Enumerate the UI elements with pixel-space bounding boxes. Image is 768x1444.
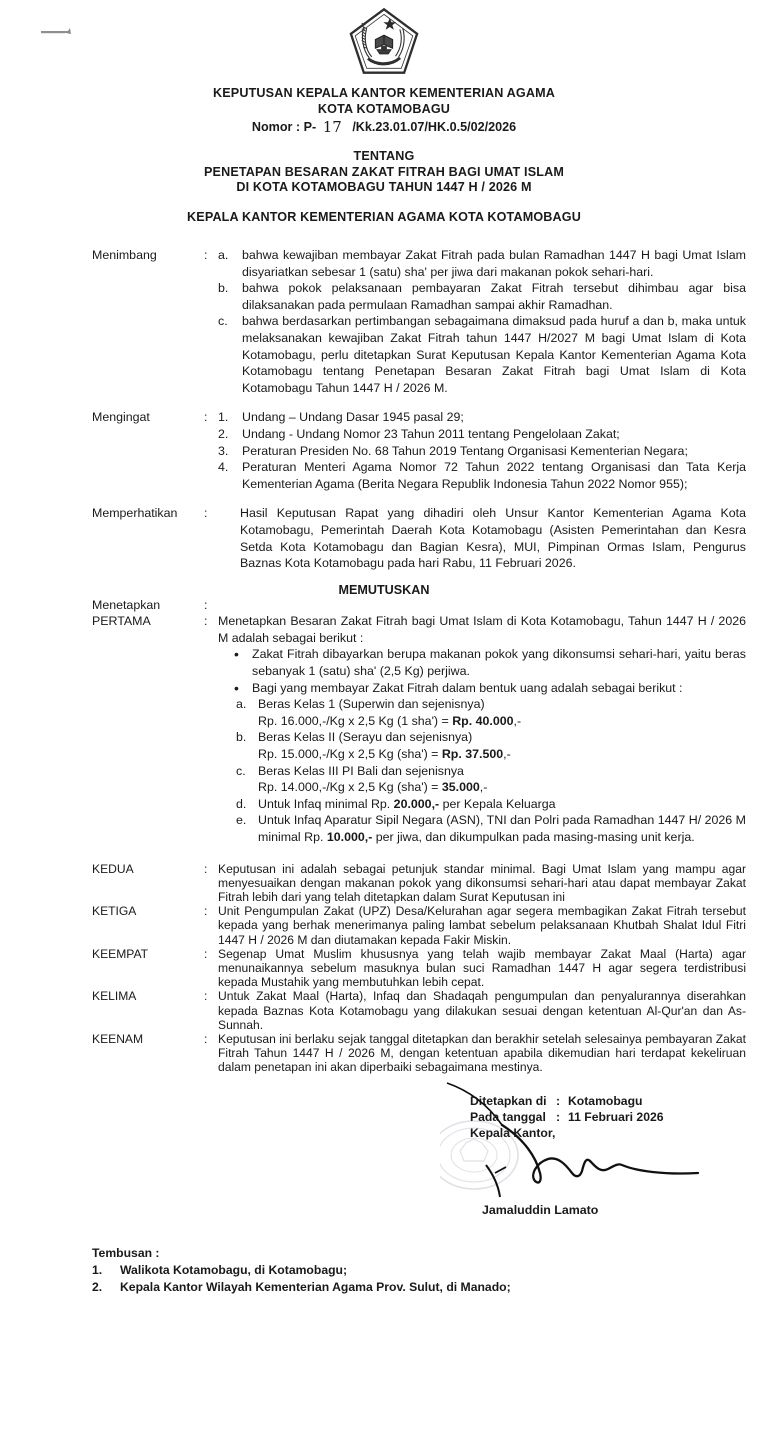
clause-label-menetapkan: Menetapkan xyxy=(92,597,161,612)
bullet-icon: • xyxy=(234,679,239,696)
clause-label-memperhatikan: Memperhatikan xyxy=(92,506,178,521)
item-marker: a. xyxy=(218,248,229,262)
pertama-intro: Menetapkan Besaran Zakat Fitrah bagi Umat Islam di Kota Kotamobagu, Tahun 1447 H / 2026 M adalah sebagai berikut : xyxy=(218,614,746,645)
item-marker: 1. xyxy=(92,1263,103,1278)
item-text: Undang - Undang Nomor 23 Tahun 2011 tentang Pengelolaan Zakat; xyxy=(242,426,620,441)
item-marker: 4. xyxy=(218,460,229,475)
clause-label-ketiga: KETIGA xyxy=(92,904,137,919)
rate-amount: 10.000,- xyxy=(326,830,373,844)
item-marker: d. xyxy=(236,796,247,811)
subject-line-2: DI KOTA KOTAMOBAGU TAHUN 1447 H / 2026 M xyxy=(236,180,532,194)
list-item xyxy=(218,313,746,396)
place-value: Kotamobagu xyxy=(568,1093,643,1108)
header-line-2: KOTA KOTAMOBAGU xyxy=(317,101,451,116)
rate-calc-prefix: Rp. 16.000,-/Kg x 2,5 Kg (1 sha') = xyxy=(258,713,453,728)
clause-label-kedua: KEDUA xyxy=(92,861,134,876)
item-marker: 1. xyxy=(218,410,229,425)
item-text: Zakat Fitrah dibayarkan berupa makanan pokok yang dikonsumsi sehari-hari, yaitu beras sebanyak 1 (satu) sha' (2,5 Kg) perjiwa. xyxy=(252,647,746,679)
clause-colon: : xyxy=(204,410,208,425)
clause-text-keenam: Keputusan ini berlaku sejak tanggal ditetapkan dan berakhir setelah selesainya pembayaran Zakat Fitrah Tahun 1447 H / 2026 M, dengan ketentuan apabila dikemudian hari terdapat kekeliruan dalam penetapan ini akan diperbaiki sebagaimana mestinya. xyxy=(218,1032,746,1075)
item-text: Peraturan Presiden No. 68 Tahun 2019 Tentang Organisasi Kementerian Negara; xyxy=(242,443,688,458)
date-label: Pada tanggal xyxy=(470,1109,546,1124)
signature-place-row xyxy=(470,1093,768,1109)
clause-colon: : xyxy=(556,1109,561,1124)
list-item xyxy=(92,1279,768,1296)
rate-calc-prefix: Rp. 15.000,-/Kg x 2,5 Kg (sha') = xyxy=(258,747,442,762)
item-marker: b. xyxy=(236,730,247,745)
clause-kelima xyxy=(0,989,768,1032)
tembusan-block xyxy=(0,1245,768,1296)
clause-colon: : xyxy=(204,989,208,1004)
mengingat-list xyxy=(218,409,746,492)
clause-colon: : xyxy=(204,861,208,876)
tentang-label: TENTANG xyxy=(353,149,415,163)
clause-pertama xyxy=(0,613,768,845)
clause-ketiga xyxy=(0,904,768,947)
pertama-bullets xyxy=(234,646,746,696)
item-marker: e. xyxy=(236,813,247,828)
list-item xyxy=(218,443,746,460)
rate-calc-suffix: ,- xyxy=(503,747,511,762)
signature-block xyxy=(0,1093,768,1217)
clause-label-mengingat: Mengingat xyxy=(92,410,150,425)
item-marker: a. xyxy=(236,697,247,712)
bullet-icon: • xyxy=(234,646,239,663)
rate-title: Beras Kelas III PI Bali dan sejenisnya xyxy=(258,763,464,778)
item-text: Walikota Kotamobagu, di Kotamobagu; xyxy=(120,1263,348,1278)
clause-label-keenam: KEENAM xyxy=(92,1032,144,1047)
clause-text-kelima: Untuk Zakat Maal (Harta), Infaq dan Shadaqah pengumpulan dan penyalurannya diserahkan kepada Baznas Kota Kotamobagu yang dilakukan sesuai dengan ketentuan Al-Qur'an dan As-Sunnah. xyxy=(218,989,746,1032)
memperhatikan-text: Hasil Keputusan Rapat yang dihadiri oleh Unsur Kantor Kementerian Agama Kota Kotamobagu, Pemerintah Daerah Kota Kotamobagu (Asisten Pemerintahan dan Kesra Setda Kota Kotamobagu dan Bagian Kesra), MUI, Pimpinan Ormas Islam, Pengurus Baznas Kota Kotamobagu pada hari Rabu, 11 Februari 2026. xyxy=(240,506,746,571)
clause-keenam xyxy=(0,1032,768,1075)
rate-amount: 20.000,- xyxy=(393,796,440,811)
rate-amount: Rp. 37.500 xyxy=(441,747,504,762)
clause-colon: : xyxy=(204,248,208,262)
item-marker: b. xyxy=(218,281,229,296)
clause-colon: : xyxy=(204,614,208,629)
clause-colon: : xyxy=(204,946,208,961)
clause-label-menimbang: Menimbang xyxy=(92,248,157,262)
clause-colon: : xyxy=(204,506,208,521)
item-text: bahwa berdasarkan pertimbangan sebagaimana dimaksud pada huruf a dan b, maka untuk melaksanakan kewajiban Zakat Fitrah tahun 1447 H/2027 M bagi Umat Islam di Kota Kotamobagu, perlu ditetapkan Surat Keputusan Kepala Kantor Kementerian Agama Kota Kotamobagu tentang Penetapan Besaran Zakat Fitrah bagi Umat Islam di Kota Kotamobagu Tahun 1447 H / 2026 M. xyxy=(242,314,746,395)
item-text: Undang – Undang Dasar 1945 pasal 29; xyxy=(242,410,464,425)
rate-calc-suffix: per Kepala Keluarga xyxy=(439,796,556,811)
list-item xyxy=(92,1262,768,1279)
signatory-title: Kepala Kantor, xyxy=(470,1125,556,1140)
signatory-name: Jamaluddin Lamato xyxy=(482,1202,599,1217)
kemenag-pentagon-logo-icon xyxy=(348,6,420,76)
rate-calc-prefix: Untuk Infaq Aparatur Sipil Negara (ASN), TNI dan Polri pada Ramadhan 1447 H/ 2026 M minimal Rp. xyxy=(258,813,746,844)
clause-memperhatikan xyxy=(0,505,768,571)
signature-date-row xyxy=(470,1109,768,1125)
rate-amount: 35.000 xyxy=(441,780,480,795)
item-marker: 2. xyxy=(218,426,229,441)
clause-mengingat xyxy=(0,409,768,492)
clause-label-kelima: KELIMA xyxy=(92,989,137,1004)
list-item xyxy=(218,247,746,280)
rate-item xyxy=(236,812,746,845)
list-item xyxy=(234,646,746,679)
subject-line-1: PENETAPAN BESARAN ZAKAT FITRAH BAGI UMAT ISLAM xyxy=(204,164,564,179)
document-header xyxy=(0,86,768,225)
place-label: Ditetapkan di xyxy=(470,1093,547,1108)
tentang-block xyxy=(0,149,768,196)
item-text: Peraturan Menteri Agama Nomor 72 Tahun 2022 tentang Organisasi dan Tata Kerja Kementerian Agama (Berita Negara Republik Indonesia Tahun 2022 Nomor 955); xyxy=(242,460,746,491)
rate-calc-prefix: Untuk Infaq minimal Rp. xyxy=(258,796,394,811)
tembusan-title: Tembusan : xyxy=(92,1245,160,1260)
rate-item xyxy=(236,796,746,813)
clause-text-keempat: Segenap Umat Muslim khususnya yang telah wajib membayar Zakat Maal (Harta) agar menunaikannya sebelum masuknya bulan suci Ramadhan 1447 H agar segera terdistribusi kepada Mustahik yang membutuhkan lebih cepat. xyxy=(218,946,746,990)
clause-kedua xyxy=(0,862,768,905)
issuing-authority: KEPALA KANTOR KEMENTERIAN AGAMA KOTA KOTAMOBAGU xyxy=(187,209,581,224)
clause-colon: : xyxy=(556,1093,561,1108)
zakat-rate-list xyxy=(236,696,746,845)
rate-amount: Rp. 40.000 xyxy=(452,713,514,728)
logo-block xyxy=(0,0,768,76)
clause-label-keempat: KEEMPAT xyxy=(92,946,148,961)
list-item xyxy=(218,459,746,492)
menimbang-list xyxy=(218,247,746,396)
list-item xyxy=(234,680,746,697)
item-text: Kepala Kantor Wilayah Kementerian Agama Prov. Sulut, di Manado; xyxy=(120,1279,511,1294)
header-line-1: KEPUTUSAN KEPALA KANTOR KEMENTERIAN AGAMA xyxy=(213,86,555,100)
item-marker: 3. xyxy=(218,443,229,458)
list-item xyxy=(218,280,746,313)
rate-title: Beras Kelas II (Serayu dan sejenisnya) xyxy=(258,730,473,745)
rate-item xyxy=(236,729,746,762)
nomor-prefix: Nomor : P- xyxy=(251,120,317,134)
rate-title: Beras Kelas 1 (Superwin dan sejenisnya) xyxy=(258,697,485,712)
item-text: bahwa kewajiban membayar Zakat Fitrah pada bulan Ramadhan 1447 H bagi Umat Islam disyariatkan sebesar 1 (satu) sha' per jiwa dari makanan pokok sehari-hari. xyxy=(242,248,746,279)
clause-menetapkan xyxy=(0,597,768,614)
nomor-handwritten-value: 17 xyxy=(322,118,342,136)
item-text: bahwa pokok pelaksanaan pembayaran Zakat Fitrah tersebut dihimbau agar bisa dilaksanakan pada permulaan Ramadhan sampai akhir Ramadhan. xyxy=(242,281,746,312)
tembusan-list xyxy=(92,1262,768,1295)
rate-calc-prefix: Rp. 14.000,-/Kg x 2,5 Kg (sha') = xyxy=(258,780,442,795)
item-marker: 2. xyxy=(92,1279,103,1294)
item-marker: c. xyxy=(218,314,228,329)
rate-item xyxy=(236,696,746,729)
rate-calc-suffix: ,- xyxy=(513,713,522,728)
clause-colon: : xyxy=(204,1032,208,1047)
rate-item xyxy=(236,763,746,796)
memutuskan-heading: MEMUTUSKAN xyxy=(338,582,430,597)
clause-colon: : xyxy=(204,904,208,919)
clause-text-ketiga: Unit Pengumpulan Zakat (UPZ) Desa/Kelurahan agar segera membagikan Zakat Fitrah tersebut kepada yang berhak menerimanya paling lambat sebelum pelaksanaan Khutbah Shalat Idul Fitri 1447 H / 2026 M dan diutamakan kepada Fakir Miskin. xyxy=(218,904,746,947)
clause-keempat xyxy=(0,947,768,990)
rate-calc-suffix: per jiwa, dan dikumpulkan pada masing-masing unit kerja. xyxy=(372,830,695,844)
clause-label-pertama: PERTAMA xyxy=(92,614,151,629)
rate-calc-suffix: ,- xyxy=(479,780,488,795)
clause-colon: : xyxy=(204,597,208,612)
clause-text-kedua: Keputusan ini adalah sebagai petunjuk standar minimal. Bagi Umat Islam yang mampu agar menyesuaikan dengan makanan pokok yang dikonsumsi sehari-hari atau dapat membayar Zakat Fitrah lebih dari yang telah ditetapkan dalam Surat Keputusan ini xyxy=(218,861,746,904)
item-text: Bagi yang membayar Zakat Fitrah dalam bentuk uang adalah sebagai berikut : xyxy=(252,680,683,695)
nomor-suffix: /Kk.23.01.07/HK.0.5/02/2026 xyxy=(352,120,517,134)
item-marker: c. xyxy=(236,763,246,778)
document-number-line xyxy=(0,118,768,136)
clause-menimbang xyxy=(0,247,768,396)
list-item xyxy=(218,409,746,426)
date-value: 11 Februari 2026 xyxy=(568,1109,664,1124)
list-item xyxy=(218,426,746,443)
